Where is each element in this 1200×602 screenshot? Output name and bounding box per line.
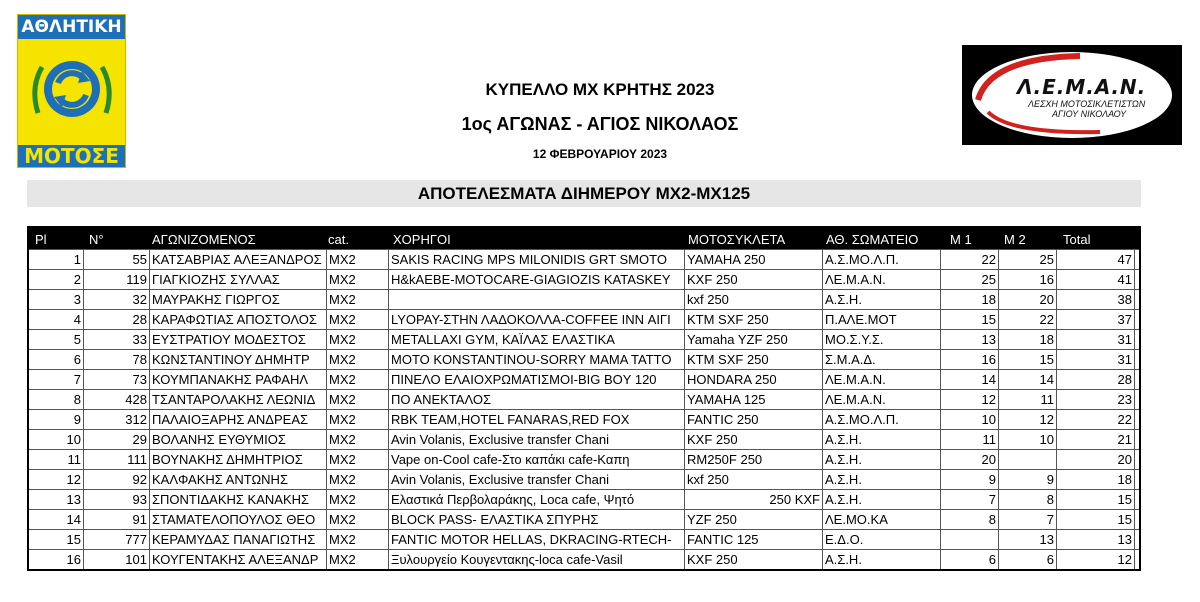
cell-category: MX2 bbox=[327, 410, 389, 429]
cell-total: 47 bbox=[1057, 250, 1135, 269]
logo-top-text: ΑΘΛΗΤΙΚΗ bbox=[18, 15, 125, 39]
cell-category: MX2 bbox=[327, 290, 389, 309]
cell-pl: 5 bbox=[29, 330, 84, 349]
cell-m2: 12 bbox=[999, 410, 1057, 429]
table-row bbox=[29, 249, 1139, 269]
table-row bbox=[29, 269, 1139, 289]
cell-club: Σ.Μ.Α.Δ. bbox=[823, 350, 941, 369]
cell-club: Α.Σ.Η. bbox=[823, 430, 941, 449]
cell-number: 93 bbox=[84, 490, 150, 509]
cell-motorcycle: KTM SXF 250 bbox=[685, 310, 823, 329]
cell-pl: 7 bbox=[29, 370, 84, 389]
cell-club: Α.Σ.ΜΟ.Λ.Π. bbox=[823, 250, 941, 269]
cell-total: 13 bbox=[1057, 530, 1135, 549]
cell-total: 15 bbox=[1057, 490, 1135, 509]
cell-sponsors: RBK TEAM,HOTEL FANARAS,RED FOX bbox=[389, 410, 685, 429]
race-date: 12 ΦΕΒΡΟΥΑΡΙΟΥ 2023 bbox=[532, 147, 668, 161]
cell-club: ΜΟ.Σ.Υ.Σ. bbox=[823, 330, 941, 349]
cell-number: 312 bbox=[84, 410, 150, 429]
table-row bbox=[29, 549, 1139, 569]
cell-m2: 16 bbox=[999, 270, 1057, 289]
cell-category: MX2 bbox=[327, 450, 389, 469]
cell-motorcycle: Yamaha YZF 250 bbox=[685, 330, 823, 349]
cell-rider: ΜΑΥΡΑΚΗΣ ΓΙΩΡΓΟΣ bbox=[150, 290, 327, 309]
cell-total: 23 bbox=[1057, 390, 1135, 409]
cell-m2: 8 bbox=[999, 490, 1057, 509]
table-row bbox=[29, 509, 1139, 529]
cell-club: ΛΕ.Μ.Α.Ν. bbox=[823, 370, 941, 389]
cell-number: 73 bbox=[84, 370, 150, 389]
cell-club: ΛΕ.Μ.Α.Ν. bbox=[823, 270, 941, 289]
cell-motorcycle: YAMAHA 125 bbox=[685, 390, 823, 409]
cell-pl: 1 bbox=[29, 250, 84, 269]
cell-sponsors: ΠΟ ΑΝΕΚΤΑΛΟΣ bbox=[389, 390, 685, 409]
cell-m2 bbox=[999, 450, 1057, 469]
cell-club: ΛΕ.ΜΟ.ΚΑ bbox=[823, 510, 941, 529]
cell-sponsors: SAKIS RACING MPS MILONIDIS GRT SMOTO bbox=[389, 250, 685, 269]
cell-m1: 25 bbox=[941, 270, 999, 289]
page-title: ΚΥΠΕΛΛΟ ΜΧ ΚΡΗΤΗΣ 2023 bbox=[485, 80, 715, 99]
cell-total: 22 bbox=[1057, 410, 1135, 429]
cell-motorcycle: FANTIC 125 bbox=[685, 530, 823, 549]
cell-m1 bbox=[941, 530, 999, 549]
cell-m2: 7 bbox=[999, 510, 1057, 529]
cell-rider: ΚΑΛΦΑΚΗΣ ΑΝΤΩΝΗΣ bbox=[150, 470, 327, 489]
cell-motorcycle: kxf 250 bbox=[685, 470, 823, 489]
cell-rider: ΚΑΡΑΦΩΤΙΑΣ ΑΠΟΣΤΟΛΟΣ bbox=[150, 310, 327, 329]
cell-motorcycle: HONDARA 250 bbox=[685, 370, 823, 389]
table-header bbox=[29, 228, 1139, 249]
cell-m1: 12 bbox=[941, 390, 999, 409]
col-header-number: N° bbox=[89, 232, 104, 247]
cell-pl: 11 bbox=[29, 450, 84, 469]
col-header-sponsors: ΧΟΡΗΓΟΙ bbox=[393, 232, 451, 247]
cell-sponsors bbox=[389, 290, 685, 309]
col-header-motorcycle: ΜΟΤΟΣΥΚΛΕΤΑ bbox=[688, 232, 786, 247]
table-row bbox=[29, 529, 1139, 549]
cell-total: 15 bbox=[1057, 510, 1135, 529]
cell-m2: 25 bbox=[999, 250, 1057, 269]
cell-m2: 18 bbox=[999, 330, 1057, 349]
cell-club: Α.Σ.Η. bbox=[823, 450, 941, 469]
cell-rider: ΣΠΟΝΤΙΔΑΚΗΣ ΚΑΝΑΚΗΣ bbox=[150, 490, 327, 509]
table-row bbox=[29, 389, 1139, 409]
cell-m2: 14 bbox=[999, 370, 1057, 389]
cell-m1: 14 bbox=[941, 370, 999, 389]
cell-total: 28 bbox=[1057, 370, 1135, 389]
cell-m1: 6 bbox=[941, 550, 999, 569]
cell-pl: 2 bbox=[29, 270, 84, 289]
table-row bbox=[29, 329, 1139, 349]
cell-pl: 10 bbox=[29, 430, 84, 449]
cell-number: 78 bbox=[84, 350, 150, 369]
cell-number: 29 bbox=[84, 430, 150, 449]
cell-sponsors: Avin Volanis, Exclusive transfer Chani bbox=[389, 470, 685, 489]
cell-category: MX2 bbox=[327, 370, 389, 389]
cell-m2: 15 bbox=[999, 350, 1057, 369]
cell-category: MX2 bbox=[327, 470, 389, 489]
cell-sponsors: Avin Volanis, Exclusive transfer Chani bbox=[389, 430, 685, 449]
cell-motorcycle: KTM SXF 250 bbox=[685, 350, 823, 369]
cell-rider: ΒΟΛΑΝΗΣ ΕΥΘΥΜΙΟΣ bbox=[150, 430, 327, 449]
cell-rider: ΚΑΤΣΑΒΡΙΑΣ ΑΛΕΞΑΝΔΡΟΣ bbox=[150, 250, 327, 269]
cell-m1: 11 bbox=[941, 430, 999, 449]
cell-rider: ΚΟΥΜΠΑΝΑΚΗΣ ΡΑΦΑΗΛ bbox=[150, 370, 327, 389]
cell-category: MX2 bbox=[327, 530, 389, 549]
cell-number: 92 bbox=[84, 470, 150, 489]
cell-number: 28 bbox=[84, 310, 150, 329]
table-row bbox=[29, 349, 1139, 369]
cell-sponsors: H&kAEBE-MOTOCARE-GIAGIOZIS KATASKEY bbox=[389, 270, 685, 289]
cell-total: 12 bbox=[1057, 550, 1135, 569]
cell-rider: ΠΑΛΑΙΟΞΑΡΗΣ ΑΝΔΡΕΑΣ bbox=[150, 410, 327, 429]
table-row bbox=[29, 409, 1139, 429]
cell-m1: 18 bbox=[941, 290, 999, 309]
cell-pl: 16 bbox=[29, 550, 84, 569]
logo-bottom-text: ΜΟΤΟΣΕ bbox=[18, 145, 125, 167]
leman-name: Λ.Ε.Μ.Α.Ν. bbox=[1017, 75, 1147, 99]
table-row bbox=[29, 449, 1139, 469]
cell-rider: ΒΟΥΝΑΚΗΣ ΔΗΜΗΤΡΙΟΣ bbox=[150, 450, 327, 469]
race-title: 1ος ΑΓΩΝΑΣ - ΑΓΙΟΣ ΝΙΚΟΛΑΟΣ bbox=[461, 114, 739, 134]
cell-rider: ΓΙΑΓΚΙΟΖΗΣ ΣΥΛΛΑΣ bbox=[150, 270, 327, 289]
cell-sponsors: FANTIC MOTOR HELLAS, DKRACING-RTECH- bbox=[389, 530, 685, 549]
cell-m2: 10 bbox=[999, 430, 1057, 449]
cell-total: 41 bbox=[1057, 270, 1135, 289]
cell-rider: ΚΕΡΑΜΥΔΑΣ ΠΑΝΑΓΙΩΤΗΣ bbox=[150, 530, 327, 549]
cell-club: Α.Σ.Η. bbox=[823, 290, 941, 309]
cell-m2: 9 bbox=[999, 470, 1057, 489]
cell-club: Ε.Δ.Ο. bbox=[823, 530, 941, 549]
cell-m1: 15 bbox=[941, 310, 999, 329]
leman-club-logo bbox=[962, 45, 1182, 145]
cell-motorcycle: YAMAHA 250 bbox=[685, 250, 823, 269]
results-table bbox=[27, 226, 1141, 571]
col-header-m1: Μ 1 bbox=[950, 232, 972, 247]
cell-category: MX2 bbox=[327, 490, 389, 509]
cell-number: 91 bbox=[84, 510, 150, 529]
cell-category: MX2 bbox=[327, 270, 389, 289]
cell-m1: 13 bbox=[941, 330, 999, 349]
cell-m1: 10 bbox=[941, 410, 999, 429]
cell-pl: 14 bbox=[29, 510, 84, 529]
cell-number: 55 bbox=[84, 250, 150, 269]
cell-m1: 22 bbox=[941, 250, 999, 269]
cell-rider: ΕΥΣΤΡΑΤΙΟΥ ΜΟΔΕΣΤΟΣ bbox=[150, 330, 327, 349]
cell-sponsors: BLOCK PASS- ΕΛΑΣΤΙΚΑ ΣΠΥΡΗΣ bbox=[389, 510, 685, 529]
col-header-club: ΑΘ. ΣΩΜΑΤΕΙΟ bbox=[826, 232, 919, 247]
cell-m1: 20 bbox=[941, 450, 999, 469]
cell-sponsors: Ελαστικά Περβολαράκης, Loca cafe, Ψητό bbox=[389, 490, 685, 509]
col-header-m2: Μ 2 bbox=[1004, 232, 1026, 247]
cell-rider: ΚΟΥΓΕΝΤΑΚΗΣ ΑΛΕΞΑΝΔΡ bbox=[150, 550, 327, 569]
cell-category: MX2 bbox=[327, 430, 389, 449]
cell-club: Α.Σ.Η. bbox=[823, 550, 941, 569]
cell-number: 119 bbox=[84, 270, 150, 289]
table-body bbox=[29, 249, 1139, 569]
cell-total: 21 bbox=[1057, 430, 1135, 449]
cell-motorcycle: kxf 250 bbox=[685, 290, 823, 309]
cell-category: MX2 bbox=[327, 390, 389, 409]
cell-rider: ΣΤΑΜΑΤΕΛΟΠΟΥΛΟΣ ΘΕΟ bbox=[150, 510, 327, 529]
cell-pl: 3 bbox=[29, 290, 84, 309]
cell-pl: 12 bbox=[29, 470, 84, 489]
col-header-total: Total bbox=[1063, 232, 1091, 247]
cell-m1: 9 bbox=[941, 470, 999, 489]
cell-motorcycle: YZF 250 bbox=[685, 510, 823, 529]
cell-number: 777 bbox=[84, 530, 150, 549]
cell-motorcycle: KXF 250 bbox=[685, 430, 823, 449]
cell-club: Α.Σ.Η. bbox=[823, 490, 941, 509]
cell-m2: 13 bbox=[999, 530, 1057, 549]
cell-pl: 4 bbox=[29, 310, 84, 329]
col-header-category: cat. bbox=[328, 232, 349, 247]
cell-club: Α.Σ.ΜΟ.Λ.Π. bbox=[823, 410, 941, 429]
table-row bbox=[29, 289, 1139, 309]
cell-number: 111 bbox=[84, 450, 150, 469]
cell-m2: 11 bbox=[999, 390, 1057, 409]
cell-m1: 7 bbox=[941, 490, 999, 509]
cell-motorcycle: 250 KXF bbox=[685, 490, 823, 509]
cell-rider: ΚΩΝΣΤΑΝΤΙΝΟΥ ΔΗΜΗΤΡ bbox=[150, 350, 327, 369]
cell-sponsors: Vape on-Cool cafe-Στο καπάκι cafe-Καπη bbox=[389, 450, 685, 469]
table-row bbox=[29, 309, 1139, 329]
cell-m2: 6 bbox=[999, 550, 1057, 569]
cell-total: 37 bbox=[1057, 310, 1135, 329]
cell-m2: 22 bbox=[999, 310, 1057, 329]
cell-total: 38 bbox=[1057, 290, 1135, 309]
cell-total: 31 bbox=[1057, 330, 1135, 349]
cell-category: MX2 bbox=[327, 250, 389, 269]
cell-category: MX2 bbox=[327, 330, 389, 349]
cell-total: 18 bbox=[1057, 470, 1135, 489]
cell-pl: 13 bbox=[29, 490, 84, 509]
logo-emblem-icon bbox=[28, 43, 116, 133]
cell-motorcycle: KXF 250 bbox=[685, 270, 823, 289]
cell-rider: ΤΣΑΝΤΑΡΟΛΑΚΗΣ ΛΕΩΝΙΔ bbox=[150, 390, 327, 409]
cell-club: Α.Σ.Η. bbox=[823, 470, 941, 489]
cell-pl: 9 bbox=[29, 410, 84, 429]
cell-sponsors: METALLAXI GYM, ΚΑΪΛΑΣ ΕΛΑΣΤΙΚΑ bbox=[389, 330, 685, 349]
cell-motorcycle: KXF 250 bbox=[685, 550, 823, 569]
leman-subtitle-1: ΛΕΣΧΗ ΜΟΤΟΣΙΚΛΕΤΙΣΤΩΝ bbox=[1028, 99, 1146, 109]
cell-m1: 8 bbox=[941, 510, 999, 529]
cell-category: MX2 bbox=[327, 350, 389, 369]
cell-category: MX2 bbox=[327, 310, 389, 329]
cell-motorcycle: FANTIC 250 bbox=[685, 410, 823, 429]
cell-sponsors: Ξυλουργείο Κουγεντακης-loca cafe-Vasil bbox=[389, 550, 685, 569]
table-row bbox=[29, 489, 1139, 509]
col-header-pl: Pl bbox=[35, 232, 47, 247]
cell-number: 428 bbox=[84, 390, 150, 409]
cell-m1: 16 bbox=[941, 350, 999, 369]
table-row bbox=[29, 429, 1139, 449]
cell-sponsors: LYOPAY-ΣΤΗΝ ΛΑΔΟΚΟΛΛΑ-COFFEE INN ΑΙΓΙ bbox=[389, 310, 685, 329]
athlitiki-motose-logo bbox=[17, 14, 126, 168]
cell-category: MX2 bbox=[327, 550, 389, 569]
cell-pl: 8 bbox=[29, 390, 84, 409]
cell-number: 33 bbox=[84, 330, 150, 349]
col-header-rider: ΑΓΩΝΙΖΟΜΕΝΟΣ bbox=[152, 232, 256, 247]
leman-subtitle-2: ΑΓΙΟΥ ΝΙΚΟΛΑΟΥ bbox=[1052, 109, 1127, 119]
cell-category: MX2 bbox=[327, 510, 389, 529]
cell-club: Π.ΑΛΕ.ΜΟΤ bbox=[823, 310, 941, 329]
section-heading: ΑΠΟΤΕΛΕΣΜΑΤΑ ΔΙΗΜΕΡΟΥ MX2-MX125 bbox=[27, 180, 1141, 207]
cell-pl: 6 bbox=[29, 350, 84, 369]
cell-total: 20 bbox=[1057, 450, 1135, 469]
cell-pl: 15 bbox=[29, 530, 84, 549]
cell-number: 101 bbox=[84, 550, 150, 569]
cell-number: 32 bbox=[84, 290, 150, 309]
cell-sponsors: MOTO KONSTANTINOU-SORRY MAMA TATTO bbox=[389, 350, 685, 369]
cell-sponsors: ΠΙΝΕΛΟ ΕΛΑΙΟΧΡΩΜΑΤΙΣΜΟΙ-BIG BOY 120 bbox=[389, 370, 685, 389]
cell-total: 31 bbox=[1057, 350, 1135, 369]
cell-motorcycle: RM250F 250 bbox=[685, 450, 823, 469]
cell-m2: 20 bbox=[999, 290, 1057, 309]
table-row bbox=[29, 469, 1139, 489]
table-row bbox=[29, 369, 1139, 389]
cell-club: ΛΕ.Μ.Α.Ν. bbox=[823, 390, 941, 409]
